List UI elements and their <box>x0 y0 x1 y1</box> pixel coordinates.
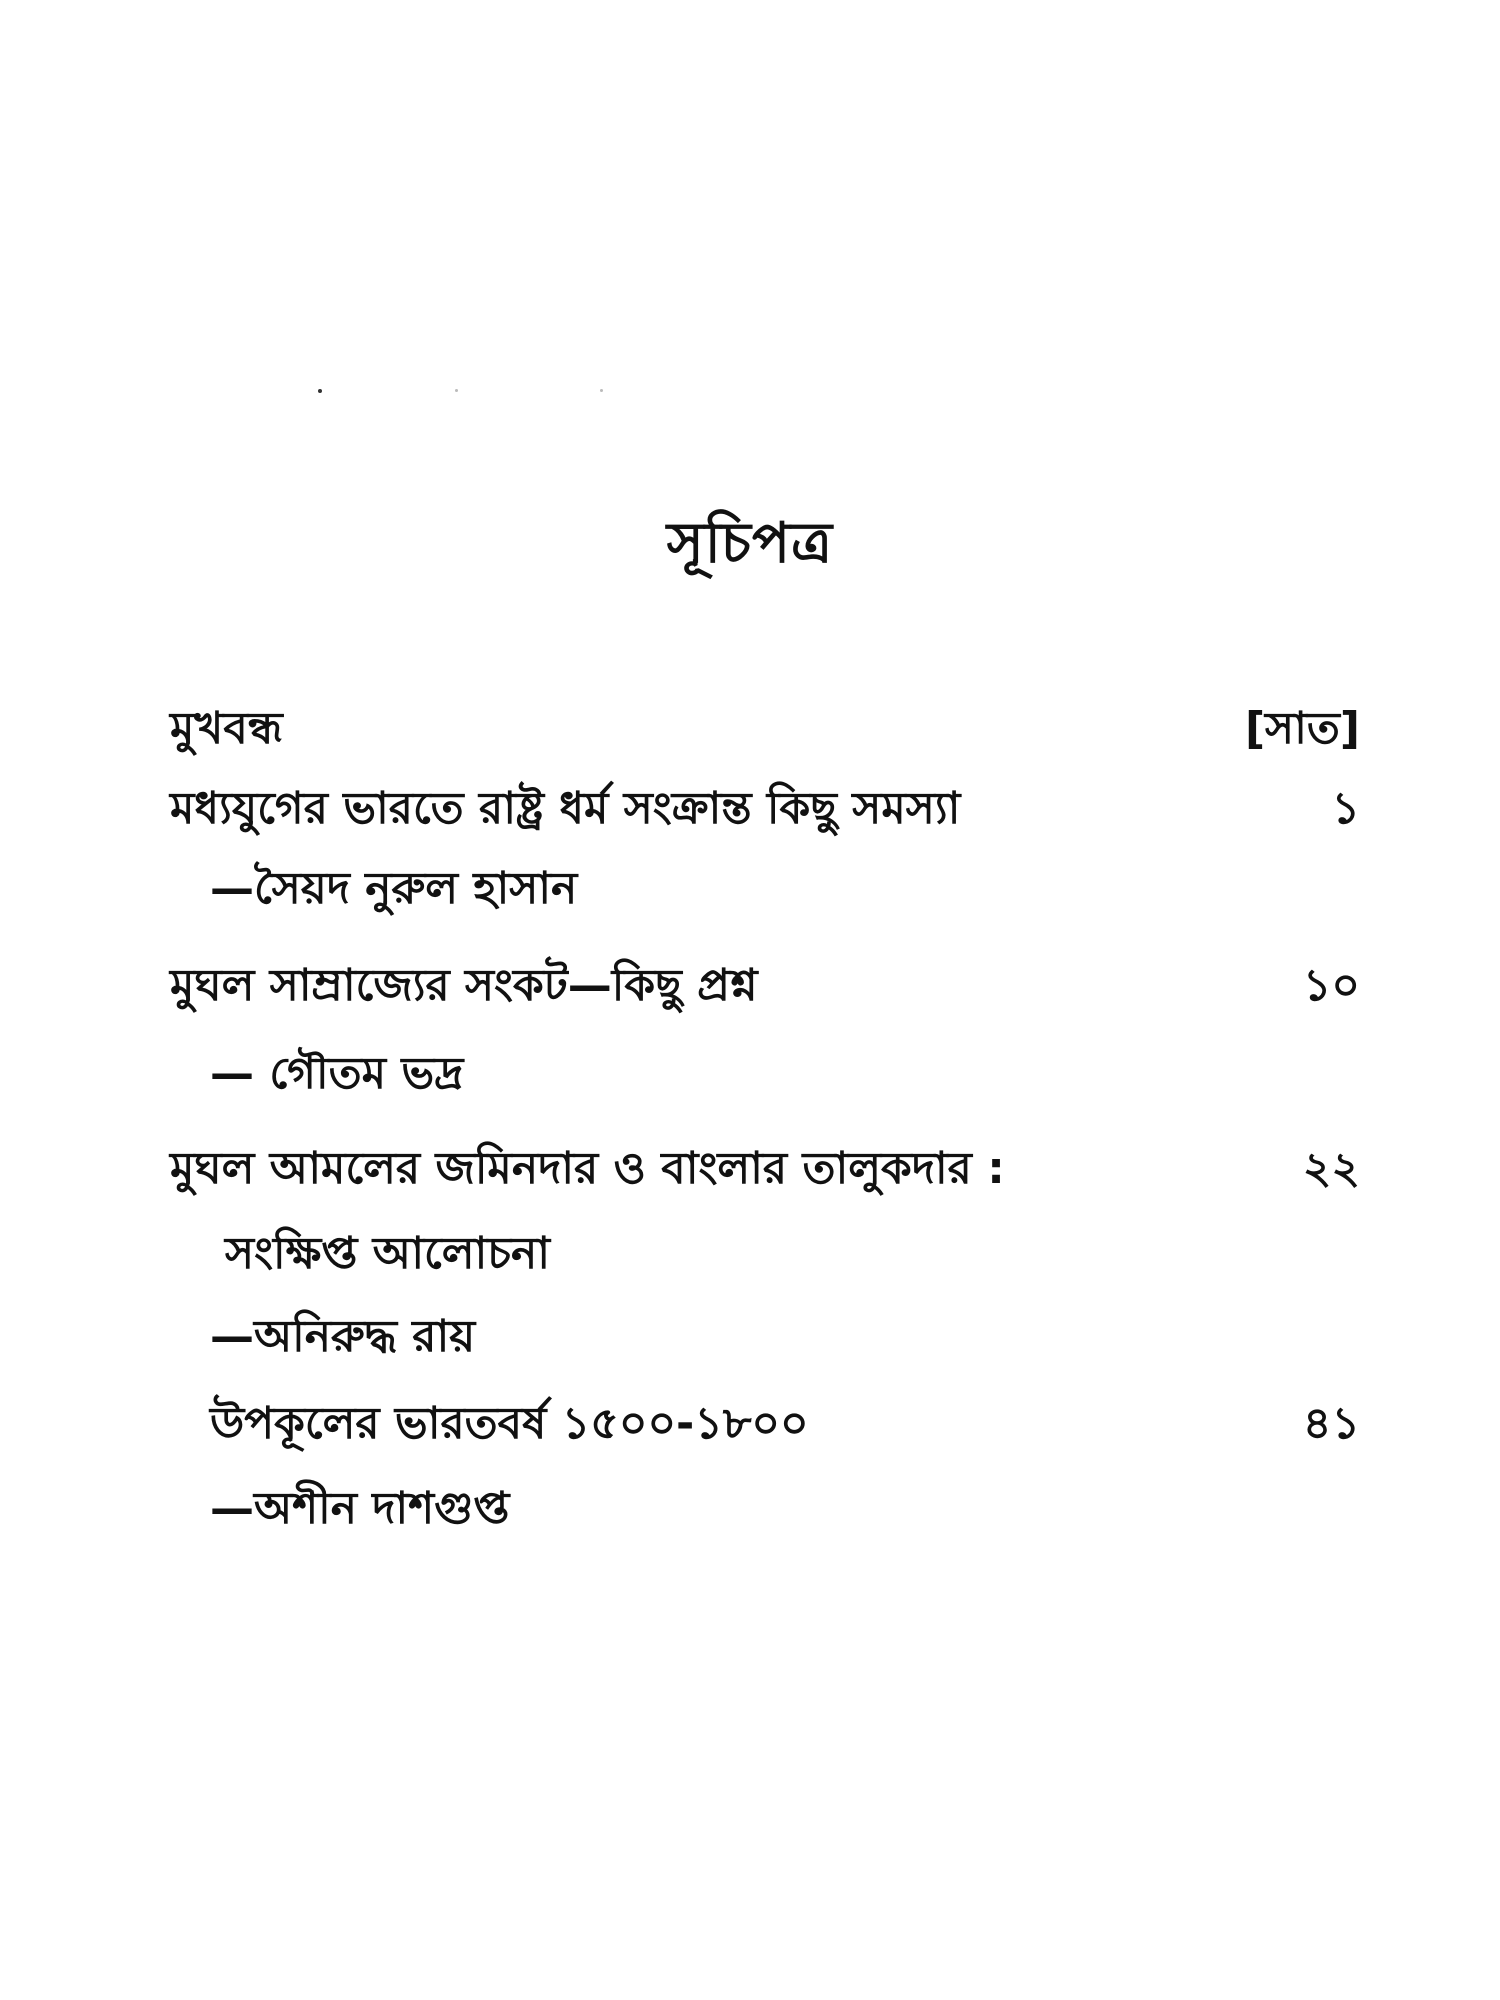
toc-entry-page: [সাত] <box>1244 703 1360 754</box>
toc-entry-page: ৪১ <box>1302 1398 1360 1449</box>
toc-entry-author <box>170 1303 1360 1363</box>
toc-entry-author <box>170 1475 1360 1535</box>
toc-entry-2 <box>170 952 1360 1012</box>
toc-subtitle-text: সংক্ষিপ্ত আলোচনা <box>225 1228 551 1279</box>
toc-entry-1 <box>170 775 1360 835</box>
toc-entry-page: ২২ <box>1302 1143 1360 1194</box>
toc-entry-page: ১০ <box>1302 960 1360 1011</box>
toc-author-name: — গৌতম ভদ্র <box>210 1048 464 1099</box>
toc-entry-title: উপকূলের ভারতবর্ষ ১৫০০-১৮০০ <box>210 1398 809 1449</box>
toc-entry-page: ১ <box>1331 783 1360 834</box>
toc-entry-author <box>170 855 1360 915</box>
toc-entry-title: মধ্যযুগের ভারতে রাষ্ট্র ধর্ম সংক্রান্ত কিছু সমস্যা <box>170 783 961 834</box>
ink-speck <box>455 389 458 392</box>
toc-entry-title: মুখবন্ধ <box>170 703 283 754</box>
toc-author-name: —অশীন দাশগুপ্ত <box>210 1483 510 1534</box>
toc-author-name: —সৈয়দ নুরুল হাসান <box>210 863 578 914</box>
toc-entry-author <box>170 1040 1360 1100</box>
toc-entry-subtitle <box>170 1220 1360 1280</box>
toc-entry-title: মুঘল সাম্রাজ্যের সংকট—কিছু প্রশ্ন <box>170 960 758 1011</box>
ink-speck <box>600 389 603 392</box>
toc-entry-3 <box>170 1135 1360 1195</box>
toc-title: সূচিপত্র <box>666 511 834 576</box>
toc-author-name: —অনিরুদ্ধ রায় <box>210 1311 476 1362</box>
toc-entry-title: মুঘল আমলের জমিনদার ও বাংলার তালুকদার : <box>170 1143 1005 1194</box>
toc-entry-foreword <box>170 695 1360 755</box>
print-specks <box>0 389 1500 399</box>
toc-entry-4 <box>170 1390 1360 1450</box>
ink-speck <box>318 389 322 393</box>
